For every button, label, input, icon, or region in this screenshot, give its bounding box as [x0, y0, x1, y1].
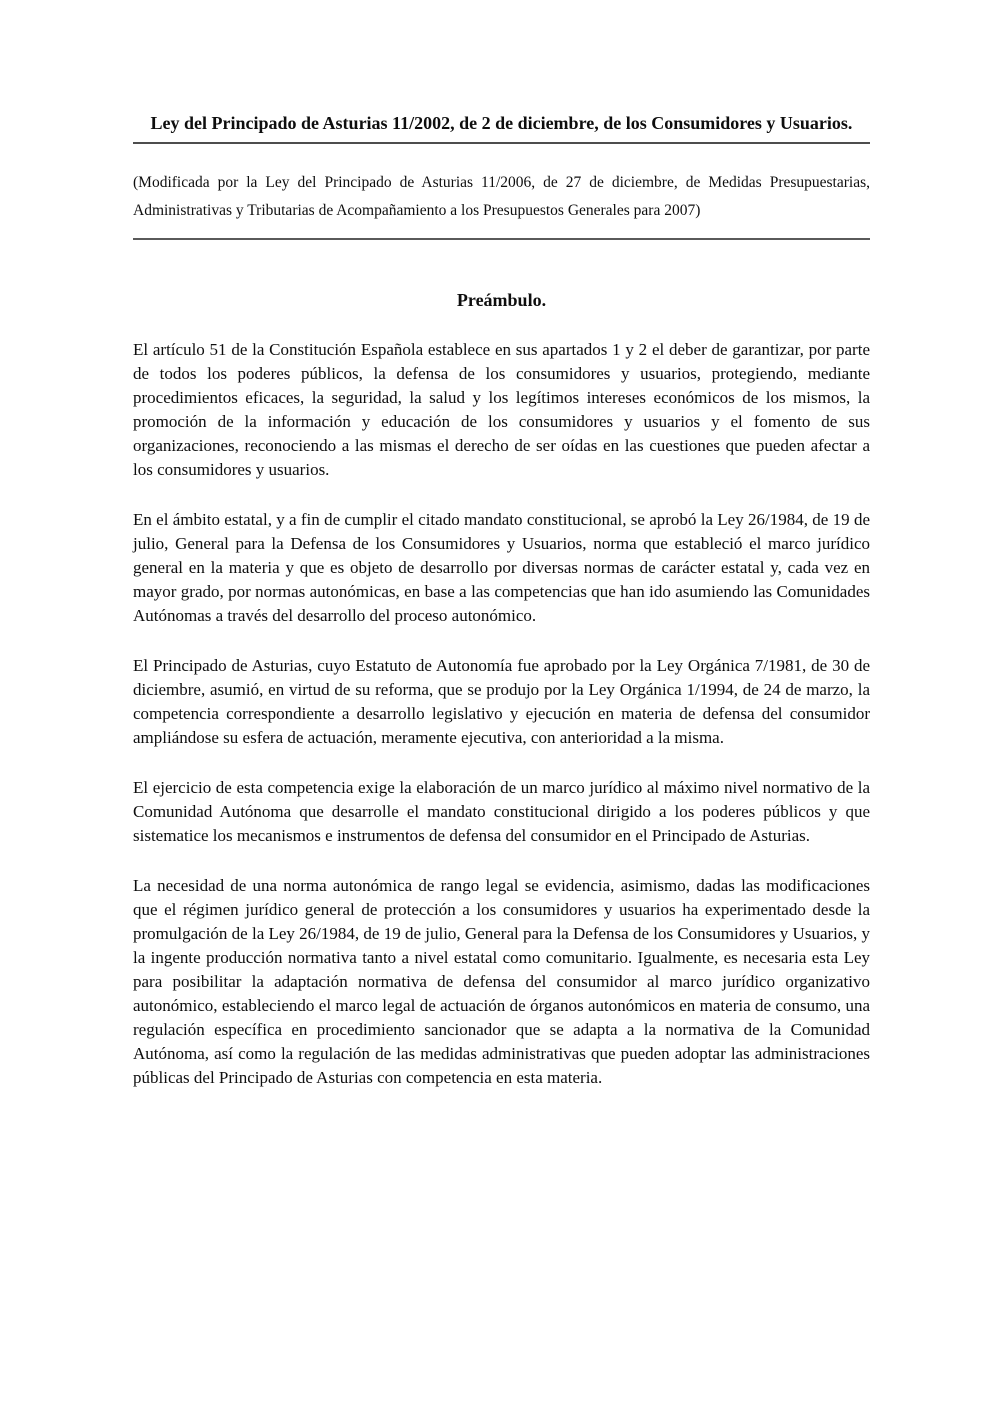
document-title: Ley del Principado de Asturias 11/2002, de 2 de diciembre, de los Consumidores y Usuarios.: [150, 113, 853, 133]
preamble-paragraph-4: El ejercicio de esta competencia exige la elaboración de un marco jurídico al máximo nivel normativo de la Comunidad Autónoma que desarrolle el mandato constitucional dirigido a los poderes públicos y que sistematice los mecanismos e instrumentos de defensa del consumidor en el Principado de Asturias.: [133, 778, 870, 845]
note-divider-rule: [133, 238, 870, 240]
preamble-paragraph-3: El Principado de Asturias, cuyo Estatuto de Autonomía fue aprobado por la Ley Orgánica 7/1981, de 30 de diciembre, asumió, en virtud de su reforma, que se produjo por la Ley Orgánica 1/1994, de 24 de marzo, la competencia correspondiente a desarrollo legislativo y ejecución en materia de defensa del consumidor ampliándose su esfera de actuación, meramente ejecutiva, con anterioridad a la misma.: [133, 656, 870, 747]
preamble-paragraph-5: La necesidad de una norma autonómica de rango legal se evidencia, asimismo, dadas las modificaciones que el régimen jurídico general de protección a los consumidores y usuarios ha experimentado desde la promulgación de la Ley 26/1984, de 19 de julio, General para la Defensa de los Consumidores y Usuarios, y la ingente producción normativa tanto a nivel estatal como comunitario. Igualmente, es necesaria esta Ley para posibilitar la adaptación normativa de defensa del consumidor al marco jurídico organizativo autonómico, estableciendo el marco legal de actuación de órganos autonómicos en materia de consumo, una regulación específica en procedimiento sancionador que se adapta a la normativa de la Comunidad Autónoma, así como la regulación de las medidas administrativas que pueden adoptar las administraciones públicas del Principado de Asturias con competencia en esta materia.: [133, 876, 870, 1087]
preamble-paragraph-2: En el ámbito estatal, y a fin de cumplir el citado mandato constitucional, se aprobó la Ley 26/1984, de 19 de julio, General para la Defensa de los Consumidores y Usuarios, norma que estableció el marco jurídico general en la materia y que es objeto de desarrollo por diversas normas de carácter estatal y, cada vez en mayor grado, por normas autonómicas, en base a las competencias que han ido asumiendo las Comunidades Autónomas a través del desarrollo del proceso autonómico.: [133, 510, 870, 625]
preamble-paragraph-1: El artículo 51 de la Constitución Española establece en sus apartados 1 y 2 el deber de garantizar, por parte de todos los poderes públicos, la defensa de los consumidores y usuarios, protegiendo, mediante procedimientos eficaces, la seguridad, la salud y los legítimos intereses económicos de los mismos, la promoción de la información y educación de los consumidores y usuarios y el fomento de sus organizaciones, reconociendo a las mismas el derecho de ser oídas en las cuestiones que pueden afectar a los consumidores y usuarios.: [133, 340, 870, 479]
title-divider-rule: [133, 142, 870, 144]
preamble-heading: Preámbulo.: [456, 290, 547, 310]
amendment-note: (Modificada por la Ley del Principado de Asturias 11/2006, de 27 de diciembre, de Medidas Presupuestarias, Administrativas y Tributarias de Acompañamiento a los Presupuestos Generales para 2007): [133, 174, 870, 219]
